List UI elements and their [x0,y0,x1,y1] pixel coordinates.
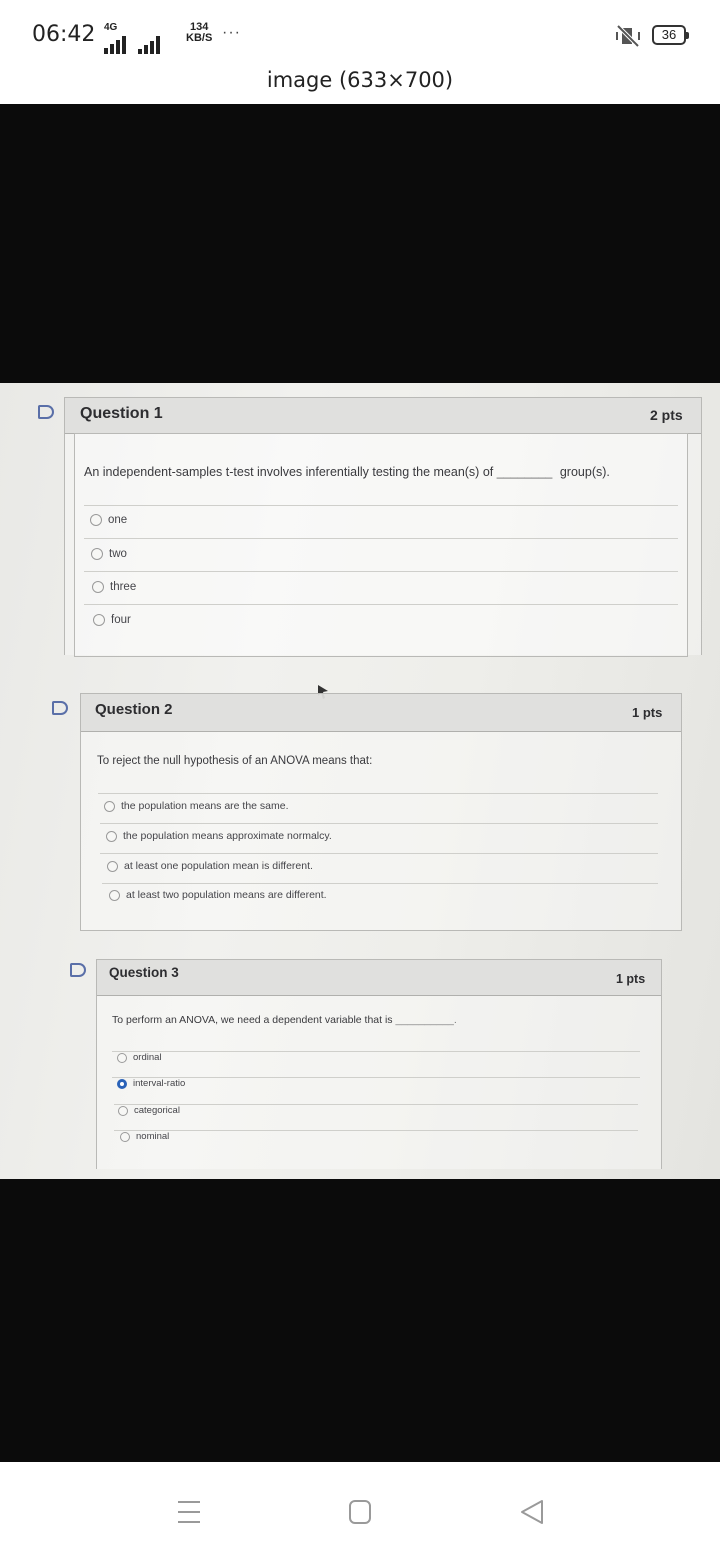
question-points: 2 pts [650,407,683,423]
answer-option[interactable] [106,830,332,842]
question-title: Question 3 [109,965,179,980]
status-bar [0,0,720,62]
divider [84,604,678,605]
question-points: 1 pts [616,972,646,986]
divider [100,853,658,854]
answer-option[interactable] [104,800,289,812]
network-type-label: 4G [104,22,118,33]
signal-4g-icon [98,22,160,54]
answer-option[interactable] [92,581,136,593]
answer-option-label: at least two population means are different. [126,889,327,901]
question-header [97,960,661,996]
radio-button[interactable] [104,801,115,812]
clock: 06:42 [32,22,96,47]
question-text [84,465,610,479]
image-title: image (633×700) [266,68,454,92]
divider [112,1077,640,1078]
radio-button[interactable] [117,1053,127,1063]
divider [100,823,658,824]
answer-option[interactable] [120,1131,169,1142]
answer-option-label: ordinal [133,1052,162,1063]
answer-option[interactable] [91,548,127,560]
answer-option-label: one [108,514,128,526]
battery-icon: 36 [652,25,686,45]
divider [98,793,658,794]
flag-question-icon[interactable] [38,405,54,419]
radio-button[interactable] [90,514,102,526]
divider [114,1130,638,1131]
radio-button[interactable] [120,1132,130,1142]
photo[interactable] [0,383,720,1179]
radio-button[interactable] [93,614,105,626]
radio-button-selected[interactable] [117,1079,127,1089]
answer-blank: ________ [496,465,553,479]
flag-question-icon[interactable] [52,701,68,715]
divider [84,571,678,572]
answer-option[interactable] [93,614,131,626]
answer-option-label: the population means approximate normalcy. [123,830,332,842]
radio-button[interactable] [118,1106,128,1116]
recent-apps-icon[interactable] [178,1499,200,1525]
radio-button[interactable] [91,548,103,560]
question-card-3 [96,959,662,1169]
radio-button[interactable] [106,831,117,842]
question-text-after: group(s). [559,465,610,479]
question-title: Question 2 [95,701,173,718]
answer-option-label: two [109,548,127,560]
image-title-bar [0,62,720,104]
answer-option[interactable] [109,889,327,901]
answer-option[interactable] [107,860,313,872]
question-text-main: To perform an ANOVA, we need a dependent variable that is [112,1014,393,1026]
back-icon[interactable] [518,1498,546,1526]
answer-blank: __________. [395,1014,457,1026]
network-speed-unit: KB/S [186,32,213,44]
divider [112,1051,640,1052]
answer-option-label: categorical [134,1105,180,1116]
more-notifications-icon: ··· [222,24,241,41]
radio-button[interactable] [107,861,118,872]
question-title: Question 1 [80,405,163,422]
divider [84,538,678,539]
answer-option-label: at least one population mean is different. [124,860,313,872]
answer-option-selected[interactable] [117,1078,185,1089]
divider [114,1104,638,1105]
vibrate-mute-icon [614,24,642,48]
divider [84,505,678,506]
question-points: 1 pts [632,705,663,720]
answer-option-label: nominal [136,1131,170,1142]
question-text [112,1014,457,1026]
answer-option[interactable] [118,1105,180,1116]
answer-option-label: four [111,614,131,626]
network-speed-value: 134 [189,21,209,33]
answer-option-label: interval-ratio [133,1078,186,1089]
divider [102,883,658,884]
answer-option-label: three [110,581,137,593]
question-text: To reject the null hypothesis of an ANOVA means that: [97,755,373,767]
answer-option[interactable] [90,514,127,526]
home-icon[interactable] [349,1500,371,1524]
answer-option[interactable] [117,1052,162,1063]
flag-question-icon[interactable] [70,963,86,977]
network-speed [186,22,212,44]
radio-button[interactable] [92,581,104,593]
answer-option-label: the population means are the same. [121,800,289,812]
radio-button[interactable] [109,890,120,901]
question-text-before: An independent-samples t-test involves inferentially testing the mean(s) of [84,465,494,479]
